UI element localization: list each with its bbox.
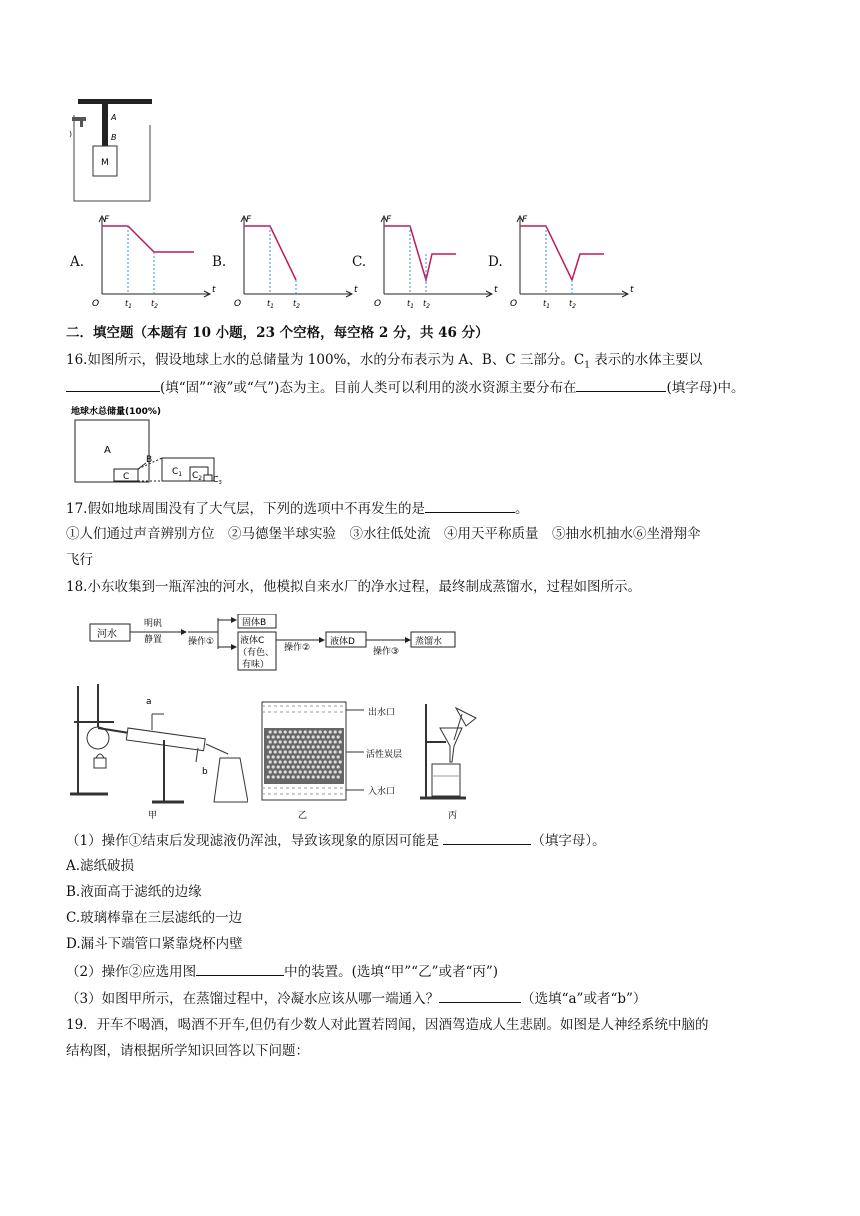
q16-line2: (填“固”“液”或“气”)态为主。目前人类可以利用的淡水资源主要分布在 (填字母)中。	[66, 377, 745, 398]
svg-text:O: O	[374, 299, 382, 309]
svg-text:液体C: 液体C	[240, 636, 265, 646]
svg-text:t2: $t_2$	[569, 299, 576, 310]
svg-text:有味）: 有味）	[242, 660, 270, 670]
svg-text:t: t	[212, 285, 216, 295]
section-heading: 二．填空题（本题有 10 小题，23 个空格，每空格 2 分，共 46 分）	[66, 325, 489, 341]
svg-text:操作①: 操作①	[188, 637, 215, 647]
q18-opt-a: A.滤纸破损	[66, 858, 135, 874]
q17-line1: 17.假如地球周围没有了大气层，下列的选项中不再发生的是 。	[66, 498, 528, 519]
svg-text:固体B: 固体B	[242, 618, 267, 628]
f-t-graph	[510, 214, 638, 310]
svg-text:静置: 静置	[144, 635, 163, 645]
q18-sub3: （3）如图甲所示，在蒸馏过程中，冷凝水应该从哪一端通入？ （选填“a”或者“b”）	[66, 988, 646, 1009]
svg-text:蒸馏水: 蒸馏水	[415, 637, 443, 647]
q16-blank-1[interactable]	[66, 377, 160, 392]
svg-text:O: O	[234, 299, 242, 309]
svg-text:t2: $t_2$	[151, 299, 158, 310]
svg-text:出水口: 出水口	[368, 708, 396, 718]
q17-blank[interactable]	[425, 498, 515, 513]
f-t-graph	[234, 214, 362, 310]
svg-text:丙: 丙	[448, 811, 458, 821]
svg-text:操作②: 操作②	[284, 643, 311, 653]
svg-text:F: F	[386, 215, 392, 225]
q19-line2: 结构图，请根据所学知识回答以下问题：	[66, 1043, 309, 1059]
q17-options-cont: 飞行	[66, 552, 93, 568]
svg-text:地球水总储量(100%): 地球水总储量(100%)	[71, 407, 162, 417]
q19-line1: 19．开车不喝酒，喝酒不开车,但仍有少数人对此置若罔闻，因酒驾造成人生悲剧。如图是人神经系统中脑的	[66, 1017, 709, 1033]
label-a: A	[111, 113, 117, 122]
svg-text:（有色、: （有色、	[238, 648, 275, 658]
svg-text:C2: $C_2$	[192, 471, 203, 482]
svg-text:t1: $t_1$	[125, 299, 132, 310]
apparatus-jia-distillation	[68, 678, 248, 820]
svg-text:t: t	[354, 285, 358, 295]
label-b: B	[111, 133, 117, 142]
q18-opt-d: D.漏斗下端管口紧靠烧杯内壁	[66, 936, 243, 952]
svg-text:操作③: 操作③	[373, 647, 400, 657]
svg-text:乙: 乙	[298, 811, 308, 821]
q18-blank-2[interactable]	[196, 961, 284, 976]
svg-text:a: a	[146, 697, 152, 707]
apparatus-bing-filtration	[418, 700, 488, 822]
q16-blank-2[interactable]	[576, 377, 666, 392]
option-label: B.	[212, 254, 227, 270]
svg-text:F: F	[522, 215, 528, 225]
svg-text:O: O	[92, 299, 100, 309]
q18-opt-b: B.液面高于滤纸的边缘	[66, 884, 202, 900]
q18-blank-3[interactable]	[439, 988, 521, 1003]
svg-text:F: F	[104, 215, 110, 225]
purification-flowchart	[88, 614, 458, 672]
svg-text:t: t	[494, 285, 498, 295]
option-label: D.	[488, 254, 503, 270]
svg-text:t2: $t_2$	[293, 299, 300, 310]
svg-text:t1: $t_1$	[407, 299, 414, 310]
svg-text:t1: $t_1$	[267, 299, 274, 310]
svg-text:C1: $C_1$	[172, 467, 183, 478]
svg-text:B: B	[146, 455, 153, 465]
option-label: A.	[70, 254, 85, 270]
q18-sub1: （1）操作①结束后发现滤液仍浑浊，导致该现象的原因可能是 （填字母）。	[66, 830, 606, 851]
svg-text:t1: $t_1$	[543, 299, 550, 310]
svg-text:活性炭层: 活性炭层	[366, 750, 403, 760]
q18-opt-c: C.玻璃棒靠在三层滤纸的一边	[66, 910, 243, 926]
svg-text:b: b	[202, 767, 208, 777]
q16-line1: 16.如图所示，假设地球上水的总储量为 100%，水的分布表示为 A、B、C 三部分。$C_1$ 表示的水体主要以	[66, 352, 703, 371]
q17-options: ①人们通过声音辨别方位 ②马德堡半球实验 ③水往低处流 ④用天平称质量 ⑤抽水机抽水⑥坐滑翔伞	[66, 526, 701, 542]
svg-text:A: A	[104, 445, 111, 456]
svg-text:C3: $C_3$	[213, 475, 222, 485]
svg-text:t: t	[630, 285, 634, 295]
svg-text:C: C	[123, 472, 130, 482]
q18-blank-1[interactable]	[443, 830, 531, 845]
svg-text:入水口: 入水口	[368, 787, 396, 797]
top-apparatus-figure	[66, 95, 156, 205]
svg-text:液体D: 液体D	[330, 637, 355, 647]
svg-text:O: O	[510, 299, 518, 309]
f-t-graph	[92, 214, 220, 310]
q18-sub2: （2）操作②应选用图 中的装置。(选填“甲”“乙”或者“丙”)	[66, 961, 498, 982]
svg-text:甲: 甲	[148, 811, 158, 820]
option-label: C.	[352, 254, 367, 270]
svg-text:t2: $t_2$	[423, 299, 430, 310]
q18-stem: 18.小东收集到一瓶浑浊的河水，他模拟自来水厂的净水过程，最终制成蒸馏水，过程如图所示。	[66, 579, 641, 595]
water-distribution-figure	[70, 403, 250, 485]
label-m: M	[101, 158, 109, 168]
svg-text:明矾: 明矾	[144, 619, 163, 629]
svg-text:F: F	[246, 215, 252, 225]
svg-text:河水: 河水	[97, 629, 117, 640]
apparatus-yi-carbon-filter	[260, 694, 410, 822]
f-t-graph	[374, 214, 502, 310]
